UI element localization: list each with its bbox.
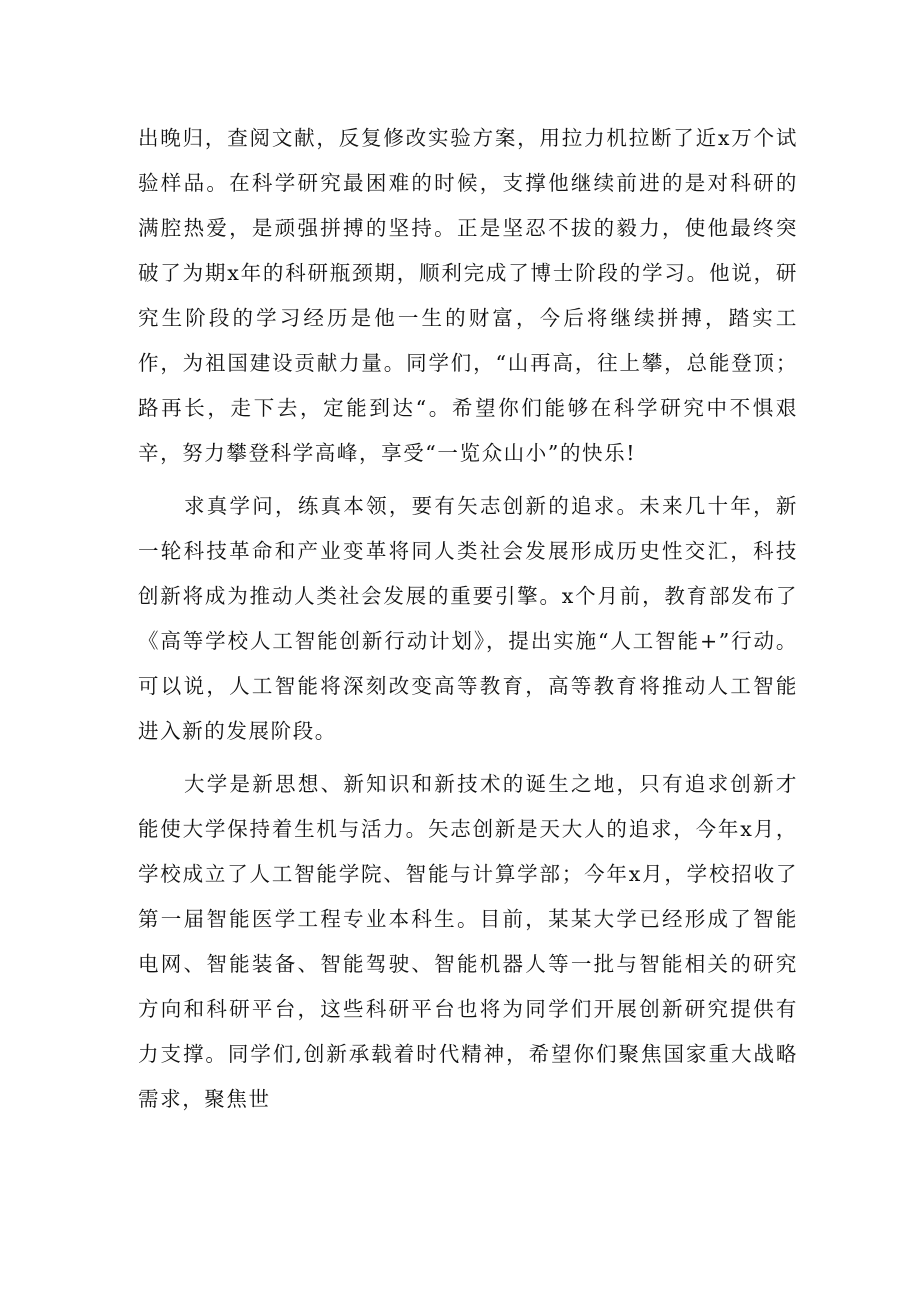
document-body xyxy=(138,116,798,1130)
paragraph-university: 大学是新思想、新知识和新技术的诞生之地，只有追求创新才能使大学保持着生机与活力。矢志创新是天大人的追求，今年x月，学校成立了人工智能学院、智能与计算学部；今年x月，学校招收了第一届智能医学工程专业本科生。目前，某某大学已经形成了智能电网、智能装备、智能驾驶、智能机器人等一批与智能相关的研究方向和科研平台，这些科研平台也将为同学们开展创新研究提供有力支撑。同学们,创新承载着时代精神，希望你们聚焦国家重大战略需求，聚焦世 xyxy=(138,772,798,1111)
paragraph-innovation: 求真学问，练真本领，要有矢志创新的追求。未来几十年，新一轮科技革命和产业变革将同人类社会发展形成历史性交汇，科技创新将成为推动人类社会发展的重要引擎。x个月前，教育部发布了《高等学校人工智能创新行动计划》，提出实施“人工智能+”行动。可以说，人工智能将深刻改变高等教育，高等教育将推动人工智能进入新的发展阶段。 xyxy=(138,494,798,743)
paragraph-continued: 出晚归，查阅文献，反复修改实验方案，用拉力机拉断了近x万个试验样品。在科学研究最困难的时候，支撑他继续前进的是对科研的满腔热爱，是顽强拼搏的坚持。正是坚忍不拔的毅力，使他最终突破了为期x年的科研瓶颈期，顺利完成了博士阶段的学习。他说，研究生阶段的学习经历是他一生的财富，今后将继续拼搏，踏实工作，为祖国建设贡献力量。同学们，“山再高，往上攀，总能登顶；路再长，走下去，定能到达“。希望你们能够在科学研究中不惧艰辛，努力攀登科学高峰，享受“一览众山小”的快乐! xyxy=(138,126,798,465)
